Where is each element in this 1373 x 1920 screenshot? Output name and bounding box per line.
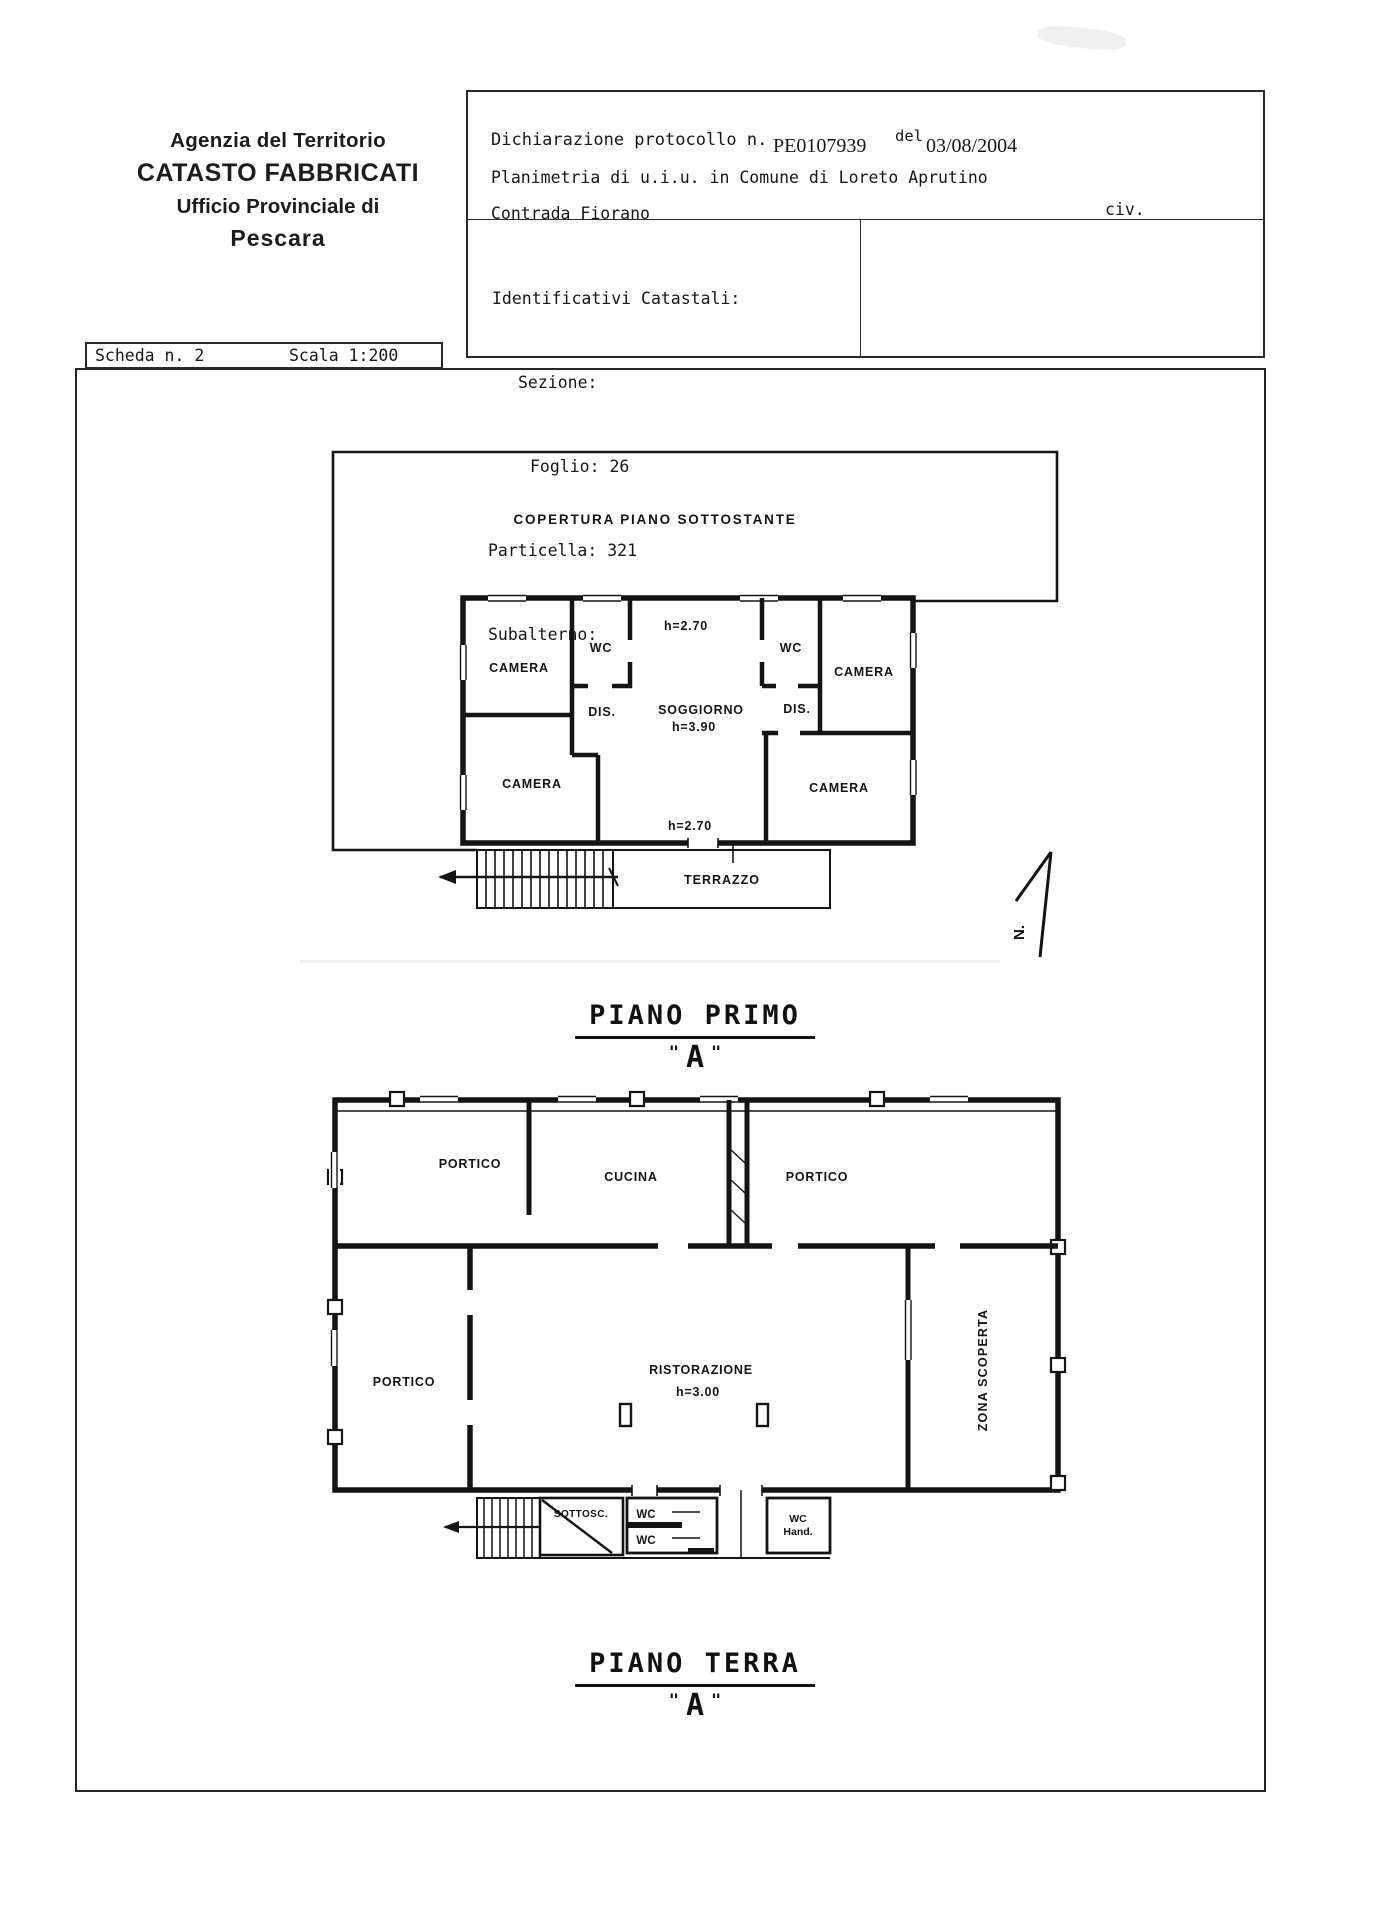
room-label-portico: PORTICO: [372, 1375, 436, 1389]
window-marks: [329, 1094, 968, 1366]
particella-value: 321: [607, 541, 638, 560]
room-label-camera: CAMERA: [489, 661, 549, 675]
room-label-camera: CAMERA: [834, 665, 894, 679]
wall-hatch: [731, 1150, 745, 1223]
room-label-soggiorno: SOGGIORNO: [658, 703, 744, 717]
del-label: del: [895, 127, 923, 145]
north-arrow: [1011, 852, 1051, 957]
room-label-camera: CAMERA: [502, 777, 562, 791]
north-label: N.: [1011, 925, 1028, 940]
room-label-wc: WC: [636, 1535, 656, 1547]
first-floor-title-block: [500, 1000, 890, 1075]
window-marks: [903, 1300, 913, 1360]
room-label-wc-hand: WC: [789, 1513, 807, 1525]
understair-closet: [540, 1498, 623, 1555]
room-label-camera: CAMERA: [809, 781, 869, 795]
pillar: [620, 1404, 631, 1426]
room-label-cucina: CUCINA: [604, 1170, 658, 1184]
first-floor-subtitle: [500, 1040, 890, 1075]
street-name: Contrada Fiorano: [491, 204, 650, 223]
height-label: h=2.70: [663, 619, 709, 633]
stair-letter: A: [685, 1040, 705, 1075]
scheda-number: Scheda n. 2: [95, 346, 205, 365]
room-label-wc: WC: [636, 1509, 656, 1521]
room-label-dis: DIS.: [588, 705, 616, 719]
roof-label: COPERTURA PIANO SOTTOSTANTE: [513, 512, 797, 527]
planimetria-line: Planimetria di u.i.u. in Comune di Loreto Aprutino: [491, 168, 988, 187]
protocol-date: 03/08/2004: [926, 135, 1018, 157]
ground-floor-title-block: [500, 1648, 890, 1723]
terrace-label: TERRAZZO: [683, 873, 761, 887]
agency-line: Ufficio Provinciale di: [176, 195, 380, 218]
quote-mark: ": [711, 1691, 722, 1711]
quote-mark: ": [711, 1043, 722, 1063]
ground-floor-title: PIANO TERRA: [575, 1648, 815, 1687]
pillar: [757, 1404, 768, 1426]
height-label: h=2.70: [667, 819, 713, 833]
wc-block: [627, 1498, 717, 1554]
quote-mark: ": [668, 1691, 679, 1711]
wc-hand-block: [767, 1498, 830, 1553]
cadastral-title: Identificativi Catastali:: [492, 289, 741, 308]
particella-label: Particella:: [488, 541, 598, 560]
staircase: [438, 850, 618, 908]
room-label-zona-scoperta: ZONA SCOPERTA: [976, 1308, 990, 1432]
room-label-dis: DIS.: [783, 702, 811, 716]
room-label-portico: PORTICO: [785, 1170, 849, 1184]
subalterno-row: Subalterno:: [488, 625, 598, 644]
scheda-scale: Scala 1:200: [289, 346, 399, 365]
first-floor-plan: [333, 452, 1057, 957]
protocol-number: PE0107939: [773, 135, 867, 157]
foglio-value: 26: [609, 457, 630, 476]
first-floor-title: PIANO PRIMO: [575, 1000, 815, 1039]
ground-floor-subtitle: [500, 1688, 890, 1723]
room-label-portico: PORTICO: [438, 1157, 502, 1171]
foglio-label: Foglio:: [530, 457, 600, 476]
room-label-wc: WC: [779, 641, 803, 655]
agency-line: Pescara: [230, 225, 326, 251]
room-label-wc: WC: [589, 641, 613, 655]
height-label: h=3.00: [675, 1385, 721, 1399]
agency-line: Agenzia del Territorio: [170, 129, 386, 152]
quote-mark: ": [668, 1043, 679, 1063]
height-label: h=3.90: [671, 720, 717, 734]
room-label-ristorazione: RISTORAZIONE: [649, 1363, 753, 1377]
ground-floor-plan: [328, 1092, 1065, 1558]
room-label-wc-hand: Hand.: [783, 1526, 813, 1538]
agency-line: CATASTO FABBRICATI: [136, 159, 420, 187]
stair-letter: A: [685, 1688, 705, 1723]
protocol-label: Dichiarazione protocollo n.: [491, 130, 768, 150]
room-label-sottoscala: SOTTOSC.: [553, 1509, 609, 1520]
civ-label: civ.: [1105, 200, 1145, 219]
sezione-row: Sezione:: [518, 373, 598, 392]
pilasters: [328, 1092, 1065, 1490]
